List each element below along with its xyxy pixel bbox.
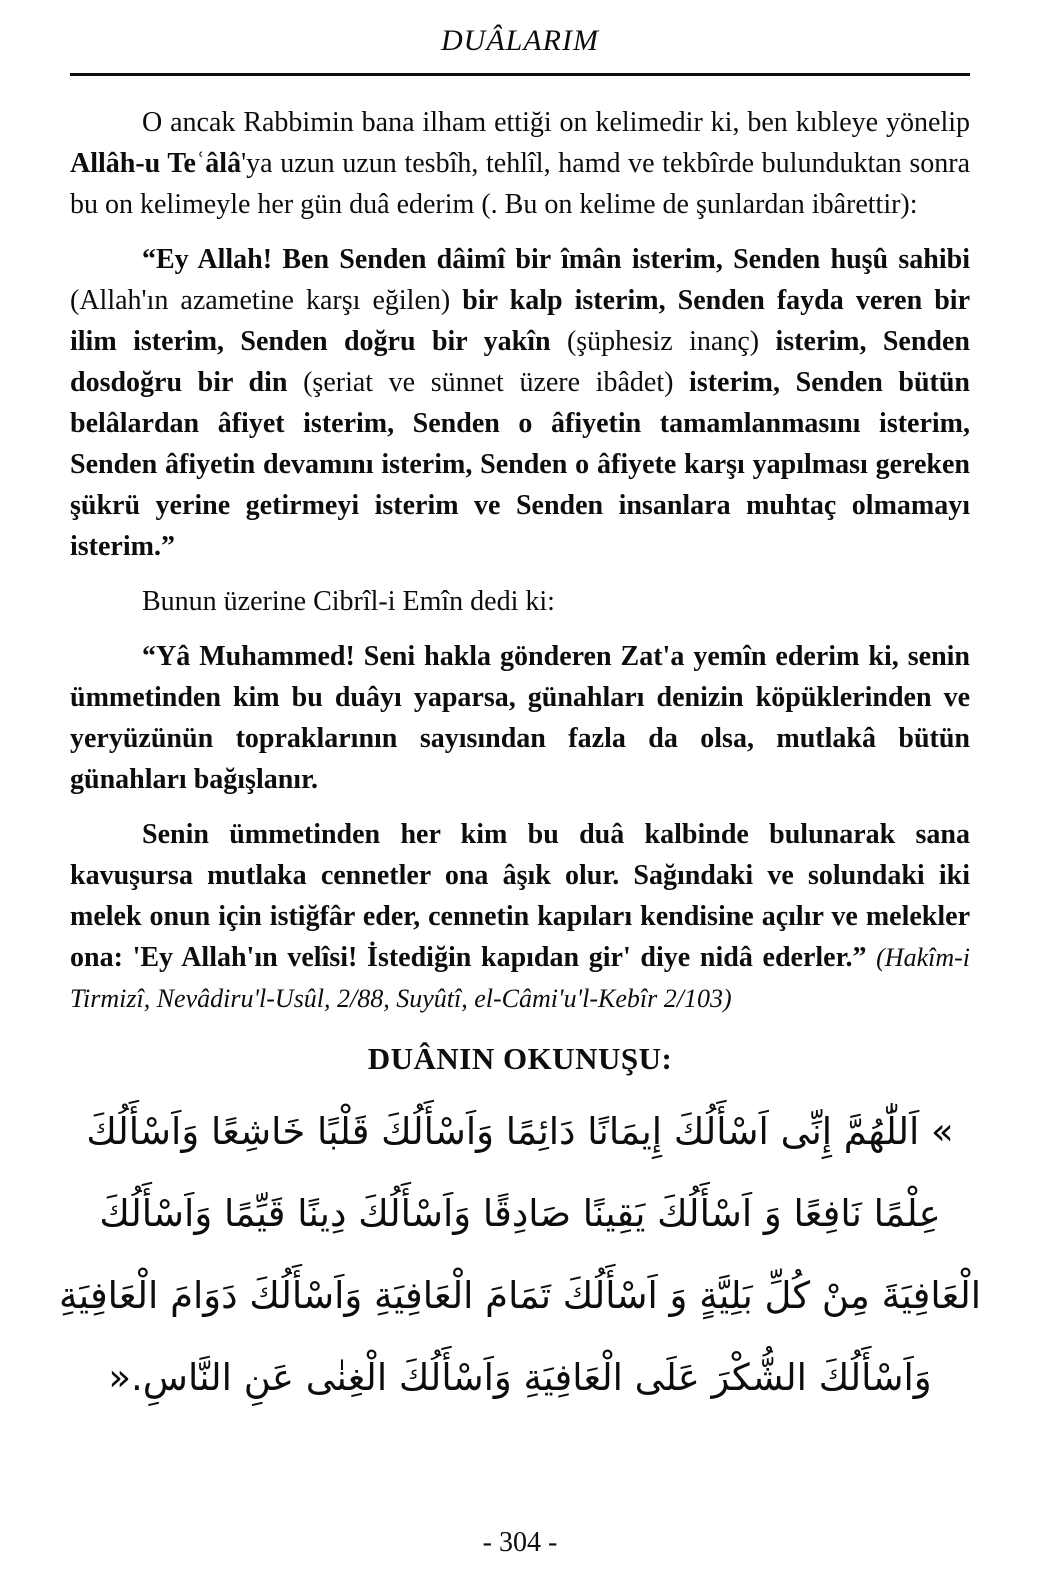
prayer-run-3: (şüphesiz inanç) (566, 326, 776, 357)
arabic-prayer-block (40, 1091, 1000, 1419)
page-title: DUÂLARIM (441, 24, 599, 57)
prayer-run-5: (şeriat ve sünnet üzere ibâdet) (303, 367, 690, 398)
cibril-text: Bunun üzerine Cibrîl-i Emîn dedi ki: (142, 586, 555, 617)
arabic-line-2: عِلْمًا نَافِعًا وَ اَسْأَلُكَ يَقِينًا صَادِقًا وَاَسْأَلُكَ دِينًا قَيِّمًا وَاَسْأَلُكَ (99, 1192, 941, 1235)
prayer-run-6: isterim, Senden bütün belâlardan âfiyet isterim, Senden o âfiyetin tamamlanmasını isterim, Senden âfiyetin devamını isterim, Senden o âfiyete karşı yapılması gereken şükrü yerine getirmeyi isterim ve Senden insanlara muhtaç olmamayı isterim.” (70, 367, 971, 562)
paragraph-intro (70, 102, 970, 225)
paragraph-prayer-turkish (70, 239, 970, 567)
page-footer (70, 1517, 970, 1559)
prayer-run-1: (Allah'ın azametine karşı eğilen) (70, 285, 463, 316)
running-header (70, 24, 970, 57)
dua-okunusu-heading: DUÂNIN OKUNUŞU: (367, 1041, 673, 1076)
paragraph-ummet (70, 814, 970, 1019)
prayer-run-4: isterim, Senden dosdoğru bir din (70, 326, 970, 398)
paragraph-cibril (70, 581, 970, 622)
ya-muhammed-text: “Yâ Muhammed! Seni hakla gönderen Zat'a yemîn ederim ki, senin ümmetinden kim bu duâyı yaparsa, günahları denizin köpüklerinden ve yeryüzünün topraklarının sayısından fazla da olsa, mutlakâ bütün günahları bağışlanır. (70, 641, 970, 795)
prayer-run-0: “Ey Allah! Ben Senden dâimî bir îmân isterim, Senden huşû sahibi (142, 244, 970, 275)
intro-text-regular: O ancak Rabbimin bana ilham ettiği on kelimedir ki, ben kıbleye yönelip (142, 107, 970, 138)
page-number: - 304 - (482, 1527, 558, 1558)
ummet-text-bold: Senin ümmetinden her kim bu duâ kalbinde bulunarak sana kavuşursa mutlaka cennetler ona âşık olur. Sağındaki ve solundaki iki melek onun için istiğfâr eder, cennetin kapıları kendisine açılır ve melekler ona: 'Ey Allah'ın velîsi! İstediğin kapıdan gir' diye nidâ ederler.” (70, 819, 970, 973)
prayer-run-2: bir kalp isterim, Senden fayda veren bir ilim isterim, Senden doğru bir yakîn (70, 285, 971, 357)
intro-text-bold: Allâh-u Teʿâlâ (70, 148, 242, 179)
header-rule (70, 73, 970, 76)
arabic-line-3: الْعَافِيَةَ مِنْ كُلِّ بَلِيَّةٍ وَ اَسْأَلُكَ تَمَامَ الْعَافِيَةِ وَاَسْأَلُكَ دَوَامَ الْعَافِيَةِ (58, 1274, 982, 1317)
arabic-line-4: وَاَسْأَلُكَ الشُّكْرَ عَلَى الْعَافِيَةِ وَاَسْأَلُكَ الْغِنٰى عَنِ النَّاسِ.« (108, 1356, 932, 1399)
paragraph-ya-muhammed (70, 636, 970, 800)
source-citation: (Hakîm-i Tirmizî, Nevâdiru'l-Usûl, 2/88, Suyûtî, el-Câmi'u'l-Kebîr 2/103) (70, 943, 970, 1013)
arabic-line-1: » اَللّٰهُمَّ إِنِّى اَسْأَلُكَ إِيمَانًا دَائِمًا وَاَسْأَلُكَ قَلْبًا خَاشِعًا وَاَسْأَلُكَ (86, 1110, 954, 1153)
intro-text-regular-2: 'ya uzun uzun tesbîh, tehlîl, hamd ve tekbîrde bulunduktan sonra bu on kelimeyle her gün duâ ederim (. Bu on kelime de şunlardan ibârettir): (70, 148, 971, 220)
